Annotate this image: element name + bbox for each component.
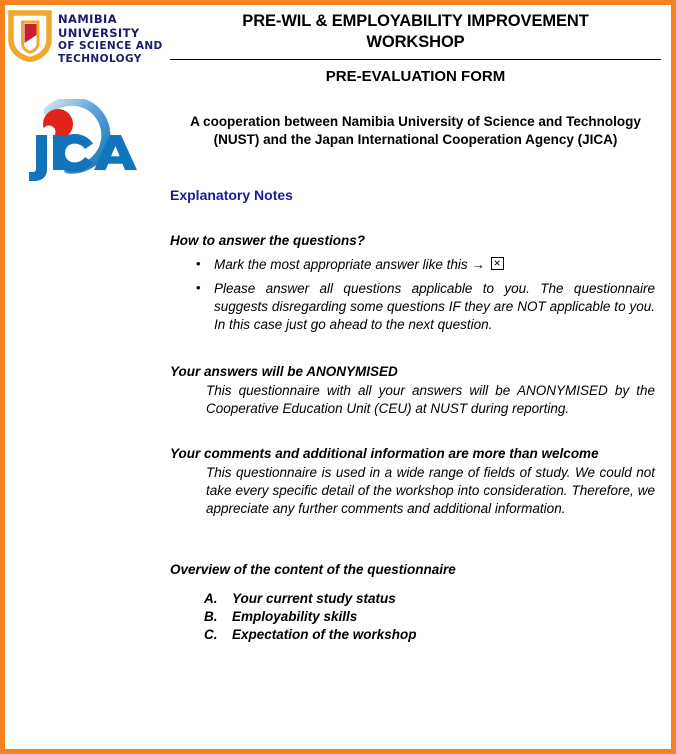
- nust-wordmark-line-4: TECHNOLOGY: [58, 52, 142, 65]
- right-arrow-icon: →: [471, 257, 485, 273]
- list-item-label: Your current study status: [232, 590, 396, 606]
- logo-column: [5, 5, 168, 188]
- overview-list: [170, 591, 661, 642]
- title-divider: [170, 59, 661, 60]
- list-item-label: Employability skills: [232, 608, 358, 624]
- nust-logo: [8, 8, 168, 66]
- jica-logo-icon: [16, 99, 141, 183]
- nust-wordmark: [58, 8, 163, 66]
- overview-heading: Overview of the content of the questionnaire: [170, 561, 456, 577]
- page-title-line-1: PRE-WIL & EMPLOYABILITY IMPROVEMENT: [242, 12, 589, 30]
- list-item: [170, 256, 655, 274]
- cooperation-note: A cooperation between Namibia University of Science and Technology (NUST) and the Japan International Cooperation Agency (JICA): [190, 114, 641, 148]
- page-inner: [5, 5, 671, 749]
- list-item: • Please answer all questions applicable to you. The questionnaire suggests disregarding some questions IF they are NOT applicable to you. In this case just go ahead to the next question.: [170, 280, 655, 334]
- list-marker: B.: [204, 608, 218, 624]
- explanatory-bullet-list: [170, 256, 661, 334]
- list-item: [170, 591, 661, 606]
- comments-body: This questionnaire is used in a wide range of fields of study. We could not take every specific detail of the workshop into consideration. Therefore, we appreciate any further comments and additional information.: [206, 464, 655, 516]
- comments-heading: Your comments and additional information are more than welcome: [170, 445, 599, 461]
- mark-answer-text: Mark the most appropriate answer like this: [214, 257, 468, 273]
- checked-checkbox-icon: [491, 257, 504, 270]
- nust-shield-icon: [8, 10, 52, 62]
- list-item-label: Expectation of the workshop: [232, 626, 417, 642]
- explanatory-notes-heading: Explanatory Notes: [170, 187, 293, 204]
- content-column: [168, 5, 671, 645]
- anonymised-heading: Your answers will be ANONYMISED: [170, 363, 398, 379]
- list-marker: A.: [204, 590, 218, 606]
- list-marker: C.: [204, 626, 218, 642]
- list-item: [170, 609, 661, 624]
- nust-wordmark-line-3: OF SCIENCE AND: [58, 40, 163, 53]
- page-subtitle: PRE-EVALUATION FORM: [325, 68, 506, 86]
- page-title-line-2: WORKSHOP: [366, 33, 465, 52]
- list-item: [170, 627, 661, 642]
- nust-wordmark-line-1: NAMIBIA: [58, 12, 117, 26]
- nust-wordmark-line-2: UNIVERSITY: [58, 26, 140, 41]
- page-title: [170, 11, 661, 53]
- how-to-answer-heading: How to answer the questions?: [170, 233, 366, 249]
- anonymised-body: This questionnaire with all your answers will be ANONYMISED by the Cooperative Education Unit (CEU) at NUST during reporting.: [206, 382, 655, 416]
